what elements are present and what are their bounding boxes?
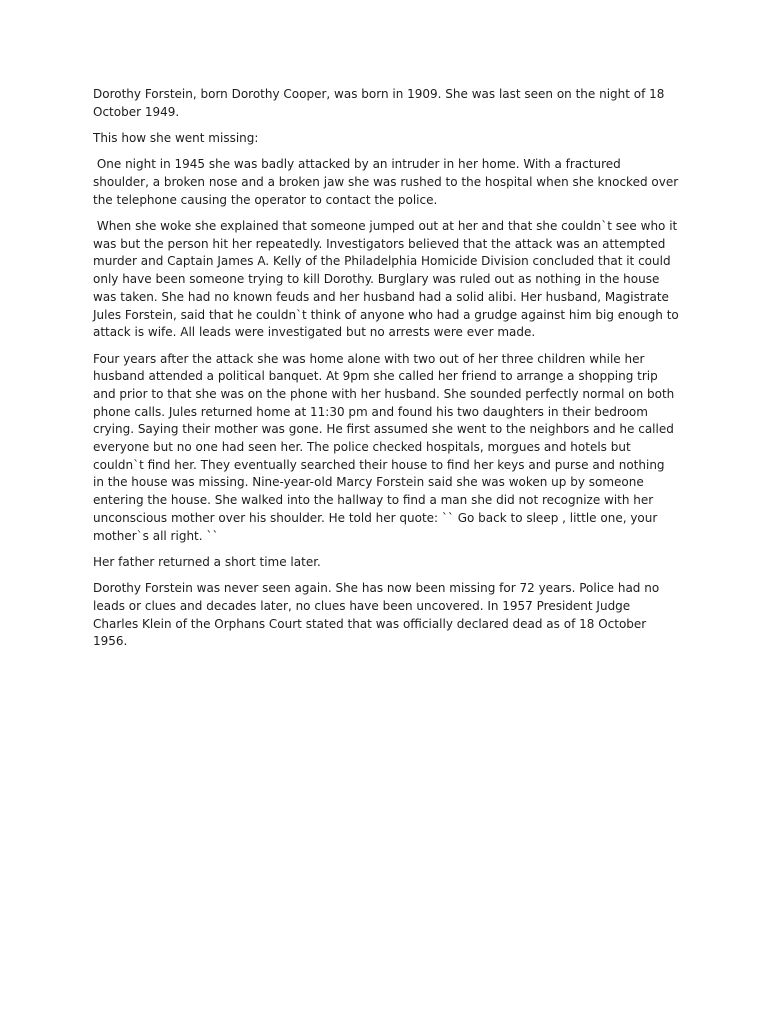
paragraph-father-return: Her father returned a short time later. [93, 554, 321, 569]
document-body [93, 86, 683, 660]
paragraph-investigation: When she woke she explained that someone jumped out at her and that she couldn`t see who it was but the person hit her repeatedly. Investigators believed that the attack was an attempted murder and Captain James A. Kelly of the Philadelphia Homicide Division concluded that it could only have been someone trying to kill Dorothy. Burglary was ruled out as nothing in the house was taken. She had no known feuds and her husband had a solid alibi. Her husband, Magistrate Jules Forstein, said that he couldn`t think of anyone who had a grudge against him big enough to attack is wife. All leads were investigated but no arrests were ever made. [93, 219, 683, 340]
paragraph-intro: Dorothy Forstein, born Dorothy Cooper, was born in 1909. She was last seen on the night of 18 October 1949. [93, 87, 669, 119]
paragraph-disappearance: Four years after the attack she was home alone with two out of her three children while her husband attended a political banquet. At 9pm she called her friend to arrange a shopping trip and prior to that she was on the phone with her husband. She sounded perfectly normal on both phone calls. Jules returned home at 11:30 pm and found his two daughters in their bedroom crying. Saying their mother was gone. He first assumed she went to the neighbors and he called everyone but no one had seen her. The police checked hospitals, morgues and hotels but couldn`t find her. They eventually searched their house to find her keys and purse and nothing in the house was missing. Nine-year-old Marcy Forstein said she was woken up by someone entering the house. She walked into the hallway to find a man she did not recognize with her unconscious mother over his shoulder. He told her quote: `` Go back to sleep , little one, your mother`s all right. `` [93, 351, 679, 543]
paragraph-conclusion: Dorothy Forstein was never seen again. She has now been missing for 72 years. Police had no leads or clues and decades later, no clues have been uncovered. In 1957 President Judge Charles Klein of the Orphans Court stated that was officially declared dead as of 18 October 1956. [93, 581, 664, 649]
paragraph-heading: This how she went missing: [93, 131, 259, 145]
paragraph-attack: One night in 1945 she was badly attacked by an intruder in her home. With a fractured shoulder, a broken nose and a broken jaw she was rushed to the hospital when she knocked over the telephone causing the operator to contact the police. [93, 157, 682, 207]
